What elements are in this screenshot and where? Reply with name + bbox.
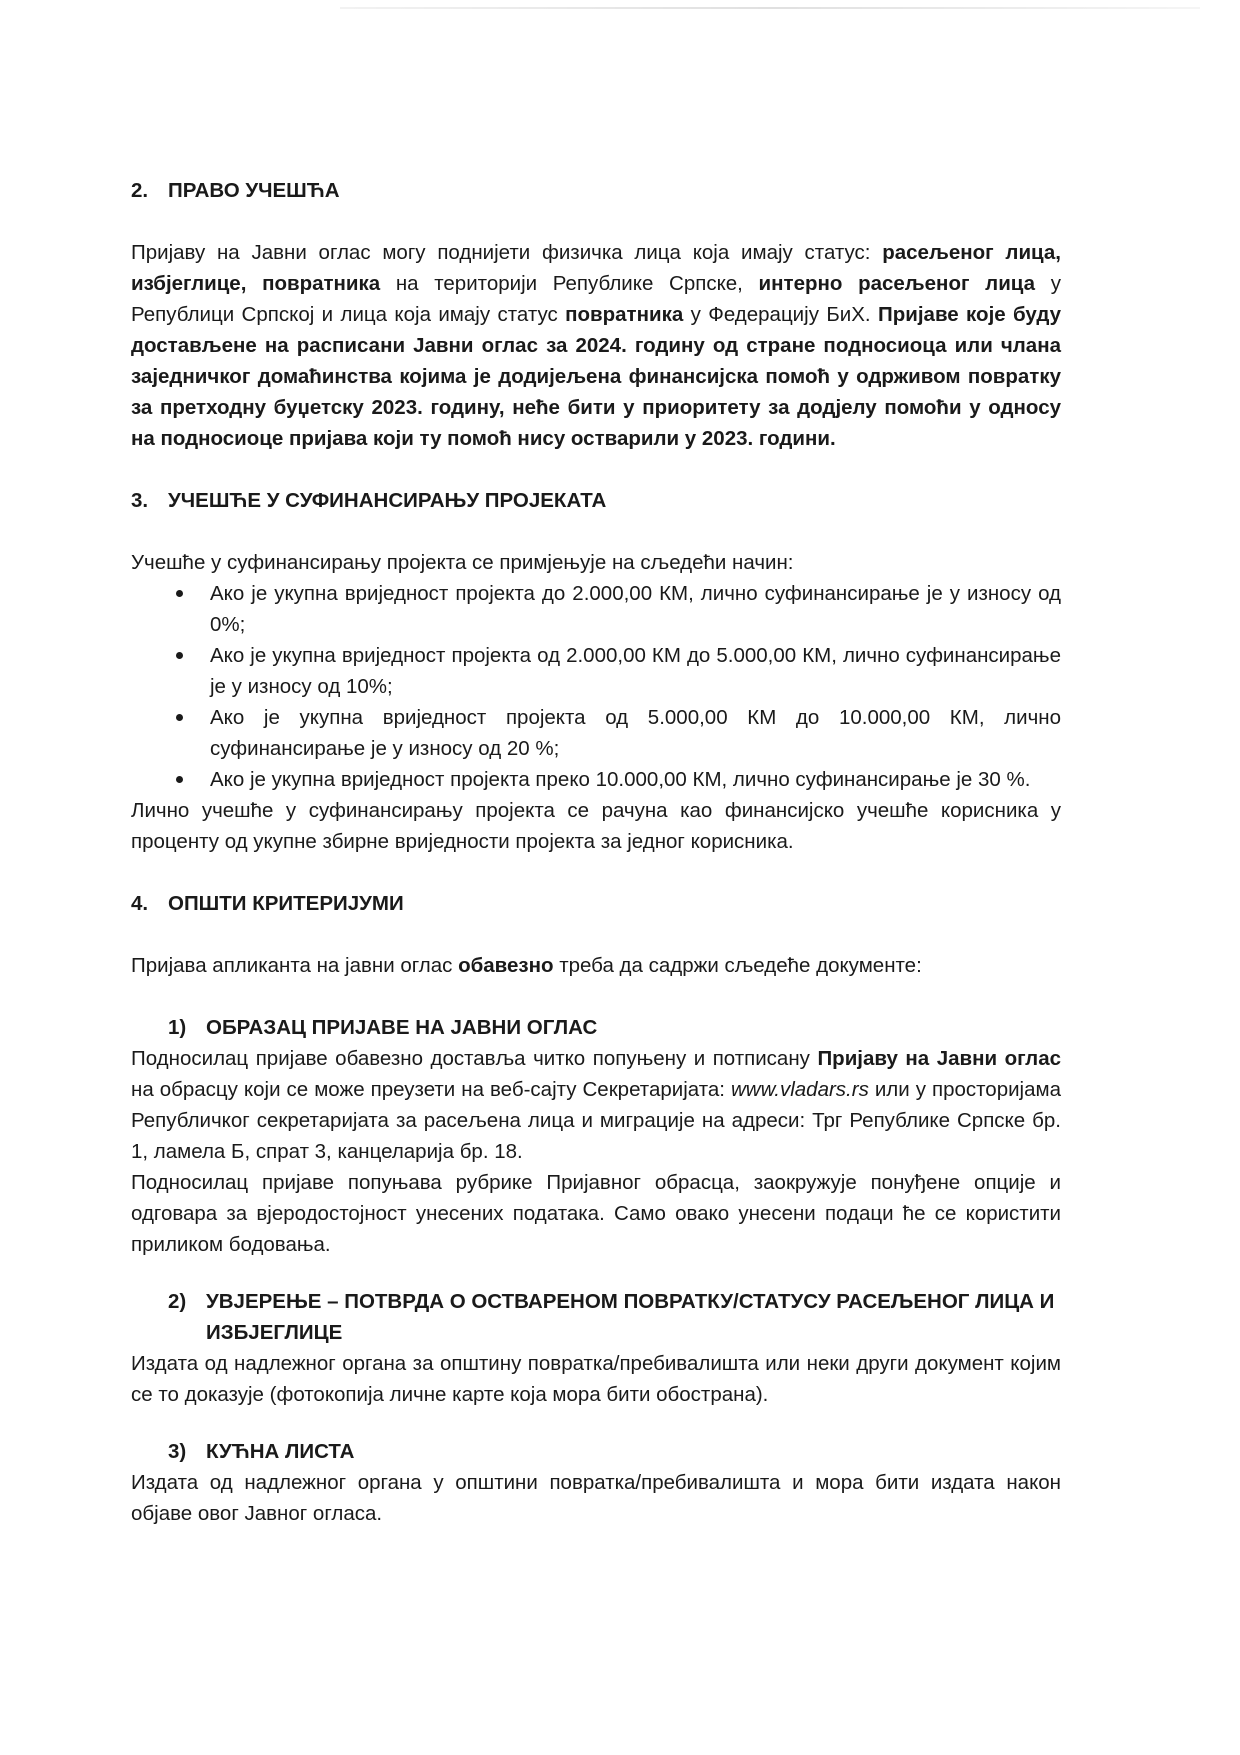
section-4-intro bbox=[131, 950, 1061, 981]
bold-text: интерно расељеног лица bbox=[758, 272, 1036, 295]
item-1-paragraph-2 bbox=[131, 1167, 1061, 1260]
scan-edge-line bbox=[340, 7, 1200, 9]
list-item-text: Ако је укупна вриједност пројекта преко 10.000,00 КМ, лично суфинансирање је 30 %. bbox=[210, 768, 1031, 791]
bullet-icon bbox=[176, 776, 183, 783]
text-run: Издата од надлежног органа у општини повратка/пребивалишта и мора бити издата након објаве овог Јавног огласа. bbox=[131, 1471, 1061, 1525]
text-run: Подносилац пријаве обавезно доставља читко попуњену и потписану bbox=[131, 1047, 818, 1070]
item-2-paragraph bbox=[131, 1348, 1061, 1410]
item-1-heading bbox=[131, 1012, 1061, 1043]
bullet-icon bbox=[176, 652, 183, 659]
section-4-title: ОПШТИ КРИТЕРИЈУМИ bbox=[168, 892, 404, 915]
item-2-number: 2) bbox=[168, 1290, 187, 1313]
text-run: Подносилац пријаве попуњава рубрике Пријавног обрасца, заокружује понуђене опције и одговара за вјеродостојност унесених података. Само овако унесени подаци ће се користити приликом бодовања. bbox=[131, 1171, 1061, 1256]
item-3-paragraph bbox=[131, 1467, 1061, 1529]
list-item bbox=[131, 702, 1061, 764]
bold-text: расељеног лица, избјеглице, повратника bbox=[131, 241, 1061, 295]
text-run: Пријаву на Јавни оглас могу поднијети физичка лица која имају статус: bbox=[131, 241, 883, 264]
item-3-title: КУЋНА ЛИСТА bbox=[206, 1440, 355, 1463]
item-3-heading bbox=[131, 1436, 1061, 1467]
list-item bbox=[131, 578, 1061, 640]
document-page bbox=[131, 175, 1061, 1529]
list-item bbox=[131, 640, 1061, 702]
bold-text: Пријаве које буду достављене на расписани Јавни оглас за 2024. годину од стране подносиоца или члана заједничког домаћинства којима је додијељена финансијска помоћ у одрживом повратку за претходну буџетску 2023. годину, неће бити у приоритету за додјелу помоћи у односу на подносиоце пријава који ту помоћ нису остварили у 2023. години. bbox=[131, 303, 1061, 450]
list-item bbox=[131, 764, 1061, 795]
cofinancing-list bbox=[131, 578, 1061, 795]
section-4-heading bbox=[131, 888, 1061, 919]
text-run: Пријава апликанта на јавни оглас bbox=[131, 954, 459, 977]
bold-text: Пријаву на Јавни оглас bbox=[817, 1047, 1061, 1070]
text-run: на територији Републике Српске, bbox=[380, 272, 759, 295]
bullet-icon bbox=[176, 714, 183, 721]
section-2-number: 2. bbox=[131, 179, 149, 202]
list-item-text: Ако је укупна вриједност пројекта од 5.000,00 КМ до 10.000,00 КМ, лично суфинансирање је у износу од 20 %; bbox=[210, 706, 1061, 760]
text-run: у Федерацију БиХ. bbox=[683, 303, 878, 326]
text-run: Издата од надлежног органа за општину повратка/пребивалишта или неки други документ којим се то доказује (фотокопија личне карте која мора бити обострана). bbox=[131, 1352, 1061, 1406]
section-2-title: ПРАВО УЧЕШЋА bbox=[168, 179, 340, 202]
bold-text: обавезно bbox=[458, 954, 554, 977]
section-2-heading bbox=[131, 175, 1061, 206]
text-run: треба да садржи сљедеће документе: bbox=[553, 954, 922, 977]
section-3-number: 3. bbox=[131, 489, 149, 512]
text-run: или у просторијама Републичког секретаријата за расељена лица и миграције на адреси: Трг Републике Српске бр. 1, ламела Б, спрат 3, канцеларија бр. 18. bbox=[131, 1078, 1061, 1163]
section-3-outro: Лично учешће у суфинансирању пројекта се рачуна као финансијско учешће корисника у проценту од укупне збирне вриједности пројекта за једног корисника. bbox=[131, 799, 1061, 853]
item-2-heading bbox=[131, 1286, 1061, 1348]
section-3-heading bbox=[131, 485, 1061, 516]
bullet-icon bbox=[176, 590, 183, 597]
item-1-title: ОБРАЗАЦ ПРИЈАВЕ НА ЈАВНИ ОГЛАС bbox=[206, 1016, 598, 1039]
item-2-title: УВЈЕРЕЊЕ – ПОТВРДА О ОСТВАРЕНОМ ПОВРАТКУ/СТАТУСУ РАСЕЉЕНОГ ЛИЦА И ИЗБЈЕГЛИЦЕ bbox=[206, 1290, 1055, 1344]
section-3-title: УЧЕШЋЕ У СУФИНАНСИРАЊУ ПРОЈЕКАТА bbox=[168, 489, 607, 512]
italic-text: www.vladars.rs bbox=[730, 1078, 869, 1101]
section-4-number: 4. bbox=[131, 892, 149, 915]
bold-text: повратника bbox=[565, 303, 684, 326]
item-3-number: 3) bbox=[168, 1440, 187, 1463]
list-item-text: Ако је укупна вриједност пројекта од 2.000,00 КМ до 5.000,00 КМ, лично суфинансирање је у износу од 10%; bbox=[210, 644, 1061, 698]
text-run: на обрасцу који се може преузети на веб-сајту Секретаријата: bbox=[131, 1078, 731, 1101]
item-1-number: 1) bbox=[168, 1016, 187, 1039]
section-2-paragraph bbox=[131, 237, 1061, 454]
list-item-text: Ако је укупна вриједност пројекта до 2.000,00 КМ, лично суфинансирање је у износу од 0%; bbox=[210, 582, 1061, 636]
text-run: у Републици Српској и лица која имају статус bbox=[131, 272, 1061, 326]
section-3-intro: Учешће у суфинансирању пројекта се примјењује на сљедећи начин: bbox=[131, 551, 794, 574]
item-1-paragraph-1 bbox=[131, 1043, 1061, 1167]
